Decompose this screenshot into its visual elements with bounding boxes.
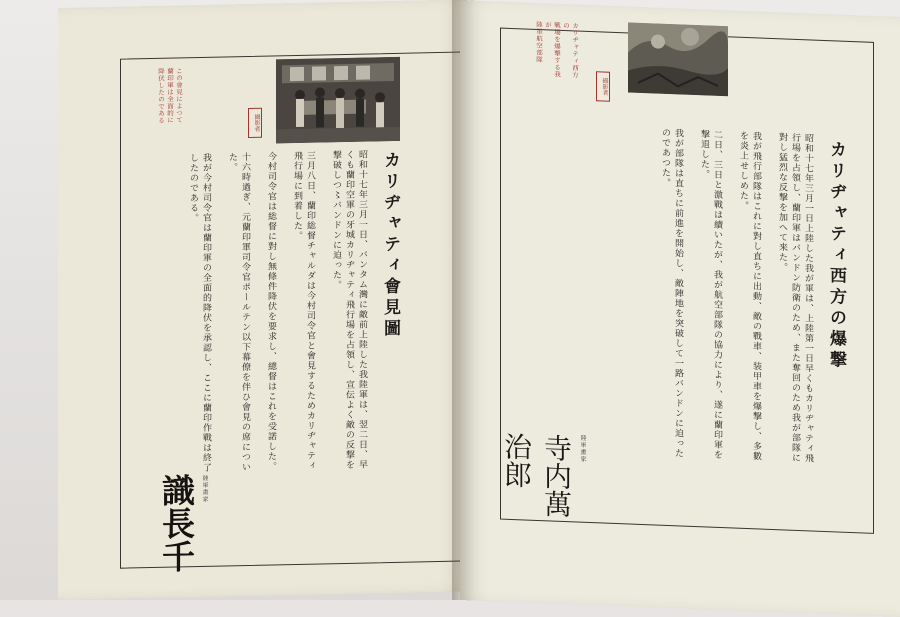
left-caption-tag: 撮影者 bbox=[248, 108, 262, 138]
meeting-photo bbox=[276, 57, 400, 144]
bombing-painting bbox=[628, 22, 728, 96]
right-signature: 寺内萬治郎 bbox=[500, 431, 573, 519]
left-signature-label: 陸軍畫家 bbox=[201, 474, 208, 504]
left-page bbox=[58, 0, 468, 600]
right-page-title: カリヂャティ西方の爆撃 bbox=[826, 140, 846, 372]
left-signature: 識長千 bbox=[157, 473, 196, 573]
left-red-note: この會見によつて 蘭印軍は全面的に 降伏したのである bbox=[157, 67, 183, 124]
left-body-text: 昭和十七年三月一日、バンタム灣に敵前上陸した我陸軍は、翌二日、早くも蘭印空軍の牙城カリヂャティ飛行場を占領し、宣伝よく敵の反撃を撃破しつ〻バンドンに迫った。 三月八日、蘭印総督チャルダは今村司令官と會見するためカリヂャティ飛行場に到着した。 今村司令官は総督に對し無條件降伏を要求し、總督はこれを受諾した。 十六時過ぎ、元蘭印軍司令官ポールテン以下幕僚を伴ひ會見の席についた。 我が今村司令官は蘭印軍の全面的降伏を承認し、ここに蘭印作戰は終了したのである。 bbox=[188, 149, 367, 474]
right-caption-tag: 撮影者 bbox=[596, 71, 610, 102]
right-page bbox=[460, 0, 900, 617]
left-page-title: カリヂャティ會見圖 bbox=[380, 150, 400, 341]
right-signature-label: 陸軍畫家 bbox=[579, 434, 586, 463]
right-red-note: カリヂャティ西方の 戰場を爆撃する我が 陸軍航空部隊 bbox=[535, 20, 579, 79]
right-body-text: 昭和十七年三月一日上陸した我が軍は、上陸第一日早くもカリヂャティ飛行場を占領し、蘭印軍はバンドン防衛のため、また奪回のため我が部隊に對し猛烈な反撃を加へて来た。 我が飛行部隊はこれに對し直ちに出動、敵の戰車、装甲車を爆撃し、多數を炎上せしめた。 二日、三日と激戰は續いたが、我が航空部隊の協力により、遂に蘭印軍を撃退した。 我が部隊は直ちに前進を開始し、敵陣地を突破して一路バンドンに迫ったのであつた。 bbox=[660, 127, 813, 464]
